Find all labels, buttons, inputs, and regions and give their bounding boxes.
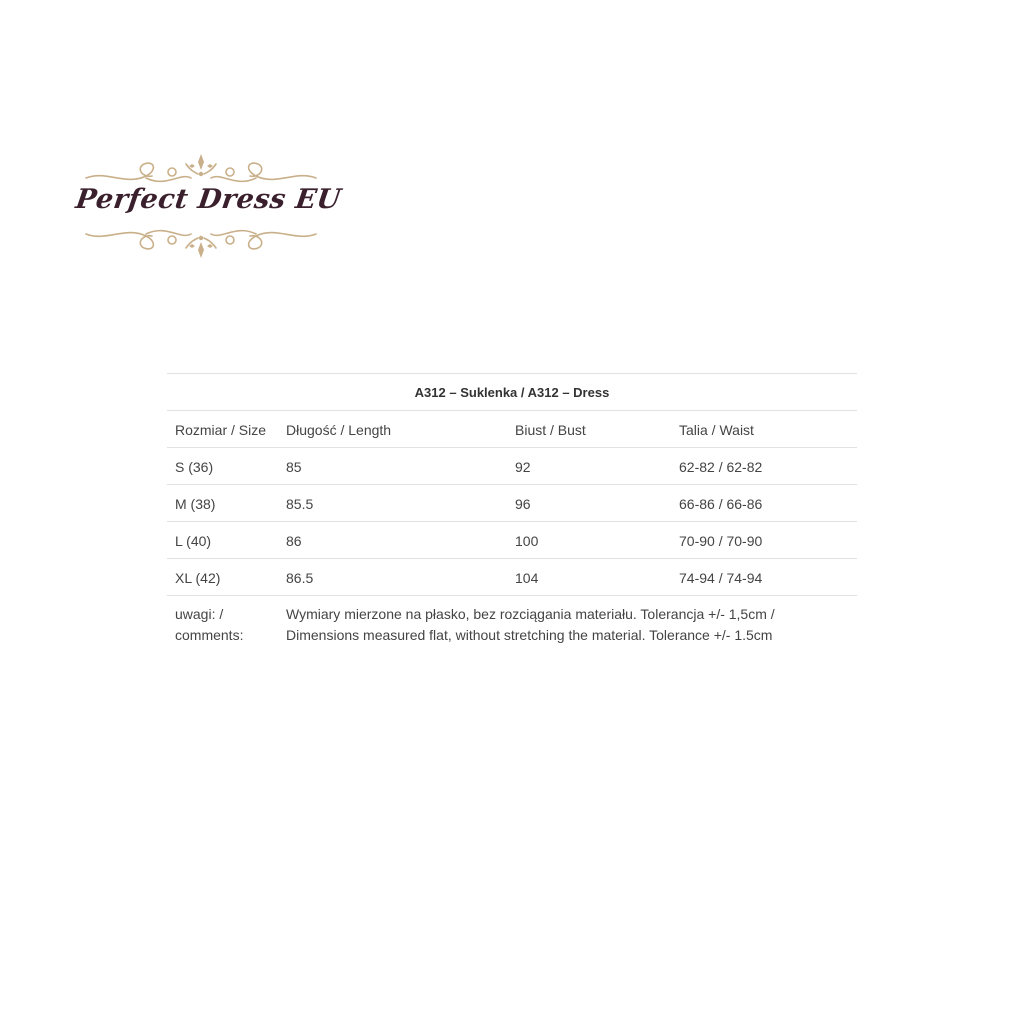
header-waist: Talia / Waist [671,411,857,448]
cell-waist: 62-82 / 62-82 [671,448,857,485]
notes-text-line: Dimensions measured flat, without stretching the material. Tolerance +/- 1.5cm [286,627,773,643]
brand-logo [73,150,344,262]
notes-text-line: Wymiary mierzone na płasko, bez rozciągania materiału. Tolerancja +/- 1,5cm / [286,606,775,622]
table-header-row [167,411,857,448]
table-row [167,522,857,559]
header-size: Rozmiar / Size [167,411,278,448]
header-length: Długość / Length [278,411,507,448]
notes-text [278,596,857,653]
notes-label-line: uwagi: / [175,606,224,622]
table-title: A312 – Suklenka / A312 – Dress [167,374,857,411]
notes-row [167,596,857,653]
cell-size: S (36) [167,448,278,485]
notes-label [167,596,278,653]
cell-bust: 100 [507,522,671,559]
cell-length: 86 [278,522,507,559]
cell-bust: 104 [507,559,671,596]
cell-bust: 92 [507,448,671,485]
cell-waist: 70-90 / 70-90 [671,522,857,559]
cell-size: M (38) [167,485,278,522]
cell-waist: 66-86 / 66-86 [671,485,857,522]
cell-size: XL (42) [167,559,278,596]
size-chart-table [167,373,857,652]
notes-label-line: comments: [175,627,244,643]
cell-waist: 74-94 / 74-94 [671,559,857,596]
table-row [167,559,857,596]
table-title-row [167,374,857,411]
cell-length: 86.5 [278,559,507,596]
cell-bust: 96 [507,485,671,522]
cell-size: L (40) [167,522,278,559]
logo-wordmark: Perfect Dress EU [73,184,344,215]
cell-length: 85.5 [278,485,507,522]
table-row [167,448,857,485]
table-row [167,485,857,522]
cell-length: 85 [278,448,507,485]
header-bust: Biust / Bust [507,411,671,448]
